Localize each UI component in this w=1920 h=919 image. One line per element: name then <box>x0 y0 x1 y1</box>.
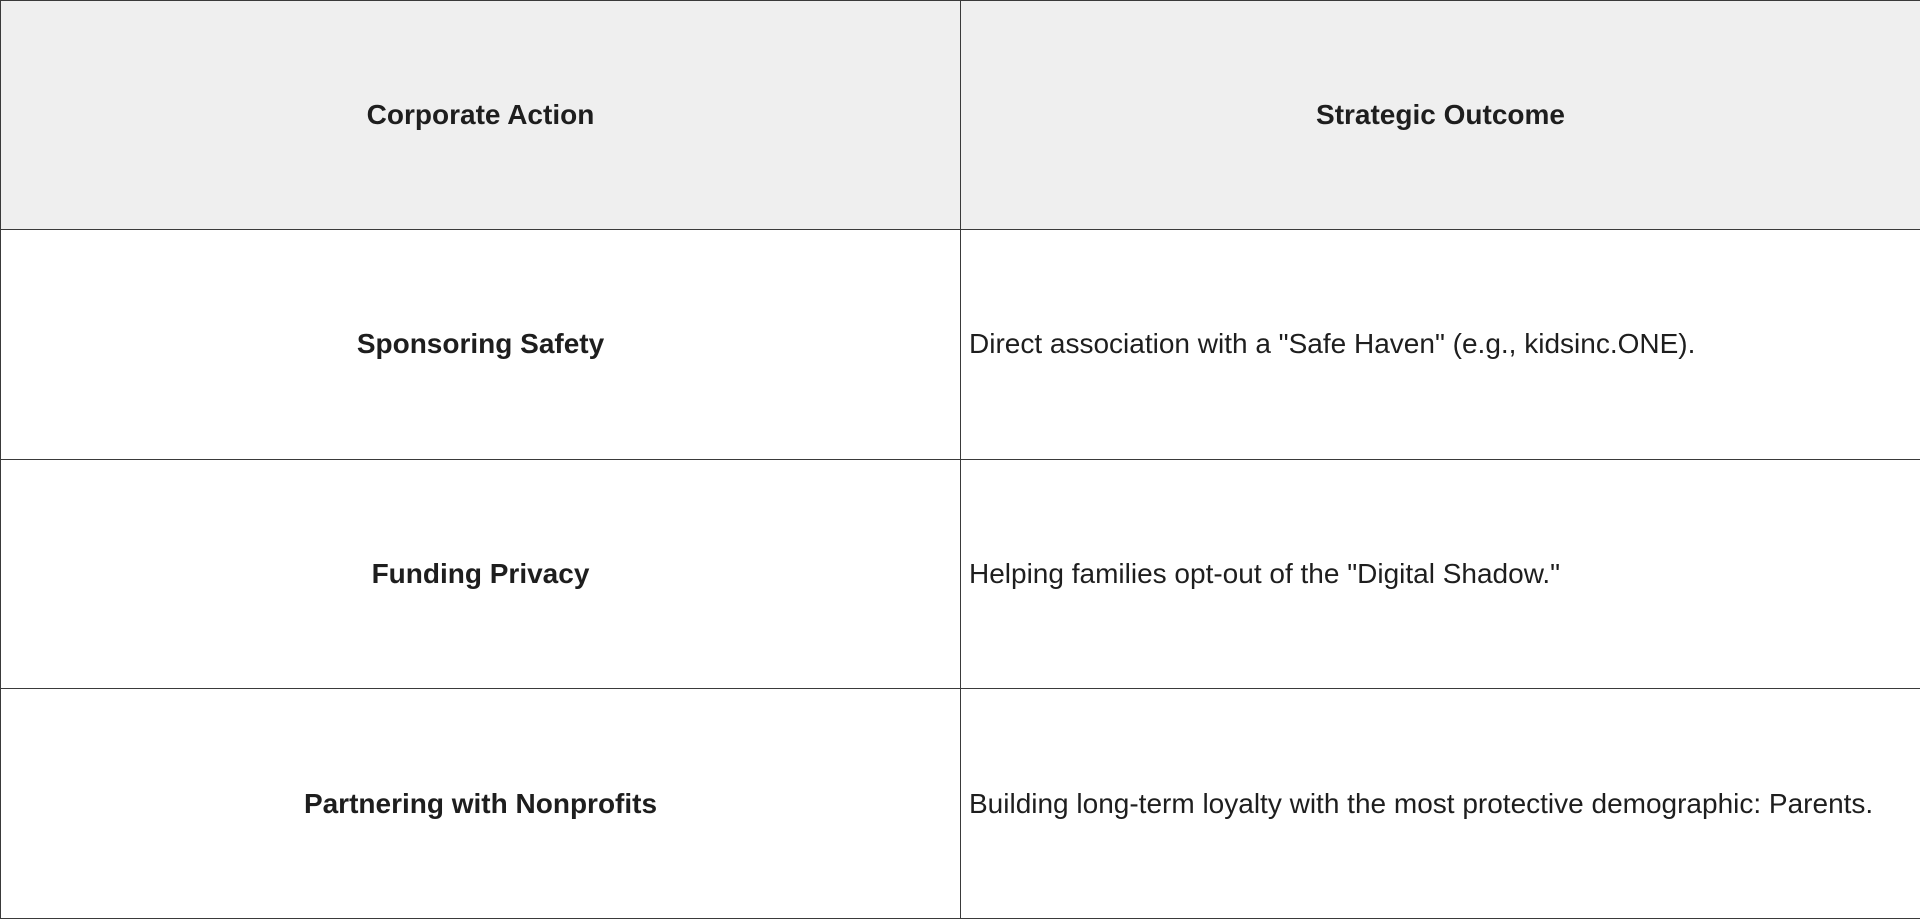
table-row <box>1 459 1920 689</box>
table-header <box>1 1 1920 230</box>
action-cell: Funding Privacy <box>1 459 961 689</box>
table-row <box>1 230 1920 460</box>
action-cell: Partnering with Nonprofits <box>1 689 961 919</box>
column-header-corporate-action: Corporate Action <box>1 1 961 230</box>
table-row <box>1 689 1920 919</box>
column-header-strategic-outcome: Strategic Outcome <box>961 1 1920 230</box>
outcome-cell: Helping families opt-out of the "Digital Shadow." <box>961 459 1920 689</box>
action-cell: Sponsoring Safety <box>1 230 961 460</box>
header-row <box>1 1 1920 230</box>
table-body <box>1 230 1920 919</box>
outcome-cell: Building long-term loyalty with the most protective demographic: Parents. <box>961 689 1920 919</box>
outcome-cell: Direct association with a "Safe Haven" (e.g., kidsinc.ONE). <box>961 230 1920 460</box>
